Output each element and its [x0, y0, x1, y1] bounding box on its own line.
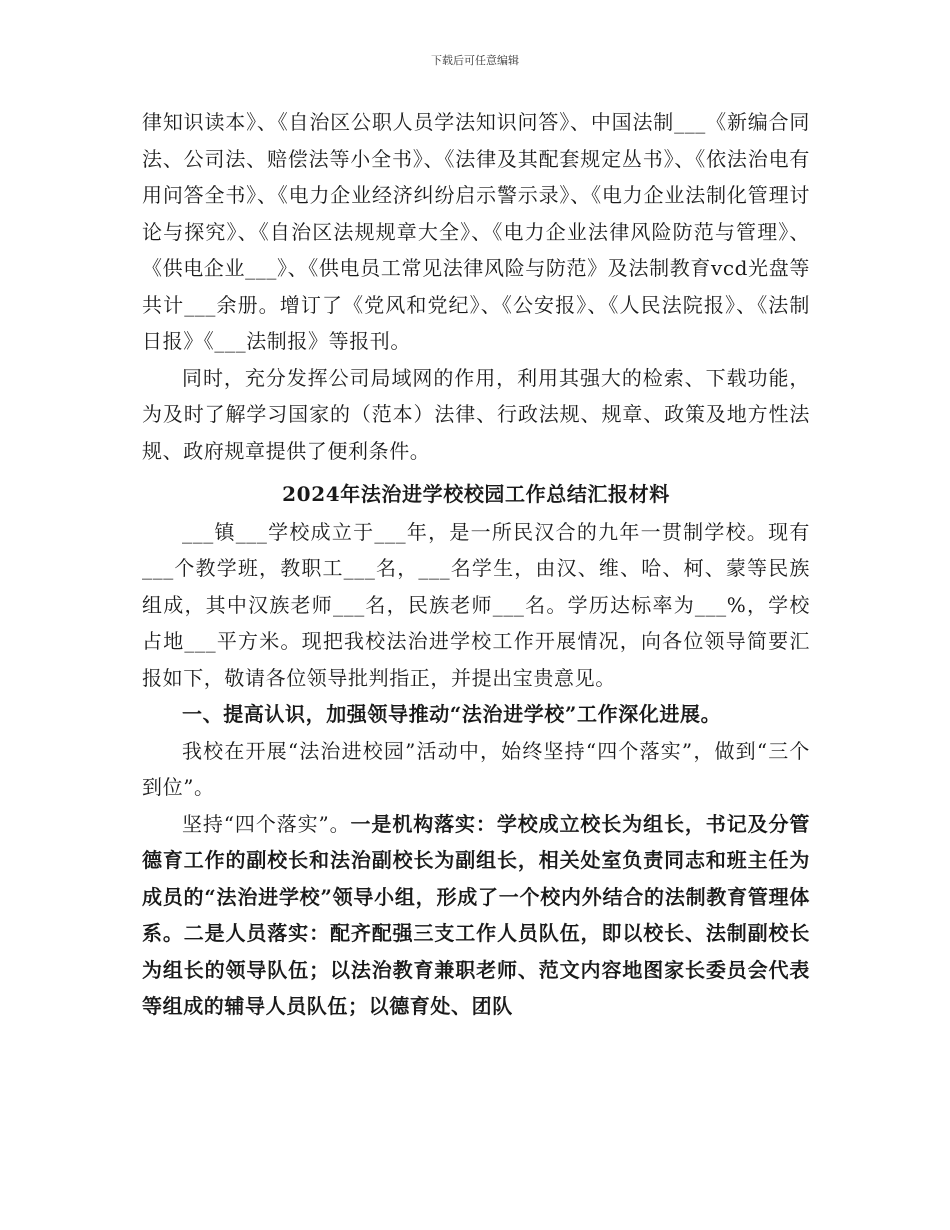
- details-bold-text: 一是机构落实：学校成立校长为组长，书记及分管德育工作的副校长和法治副校长为副组长，相关处室负责同志和班主任为成员的“法治进学校”领导小组，形成了一个校内外结合的法制教育管理体系。二是人员落实：配齐配强三支工作人员队伍，即以校长、法制副校长为组长的领导队伍；以法治教育兼职老师、范文内容地图家长委员会代表等组成的辅导人员队伍；以德育处、团队: [142, 811, 810, 1018]
- document-body: [142, 104, 810, 1025]
- paragraph-book-list: 律知识读本》、《自治区公职人员学法知识问答》、中国法制___《新编合同法、公司法、赔偿法等小全书》、《法律及其配套规定丛书》、《依法治电有用问答全书》、《电力企业经济纠纷启示警示录》、《电力企业法制化管理讨论与探究》、《自治区法规规章大全》、《电力企业法律风险防范与管理》、《供电企业___》、《供电员工常见法律风险与防范》及法制教育vcd光盘等共计___余册。增订了《党风和党纪》、《公安报》、《人民法院报》、《法制日报》《___法制报》等报刊。: [142, 110, 810, 353]
- paragraph-details: [142, 806, 810, 1025]
- details-lead-text: 坚持“四个落实”。: [182, 811, 351, 836]
- paragraph-four-implementations: 我校在开展“法治进校园”活动中，始终坚持“四个落实”，做到“三个到位”。: [142, 738, 810, 799]
- paragraph-school-intro: ___镇___学校成立于___年，是一所民汉合的九年一贯制学校。现有___个教学班，教职工___名，___名学生，由汉、维、哈、柯、蒙等民族组成，其中汉族老师___名，民族老师___名。学历达标率为___%，学校占地___平方米。现把我校法治进学校工作开展情况，向各位领导简要汇报如下，敬请各位领导批判指正，并提出宝贵意见。: [142, 519, 810, 690]
- paragraph-intranet: 同时，充分发挥公司局域网的作用，利用其强大的检索、下载功能，为及时了解学习国家的（范本）法律、行政法规、规章、政策及地方性法规、政府规章提供了便利条件。: [142, 365, 810, 463]
- page-header: 下载后可任意编辑: [431, 54, 519, 67]
- document-title: 2024年法治进学校校园工作总结汇报材料: [282, 482, 670, 506]
- section-heading-1: 一、提高认识，加强领导推动“法治进学校”工作深化进展。: [182, 702, 722, 726]
